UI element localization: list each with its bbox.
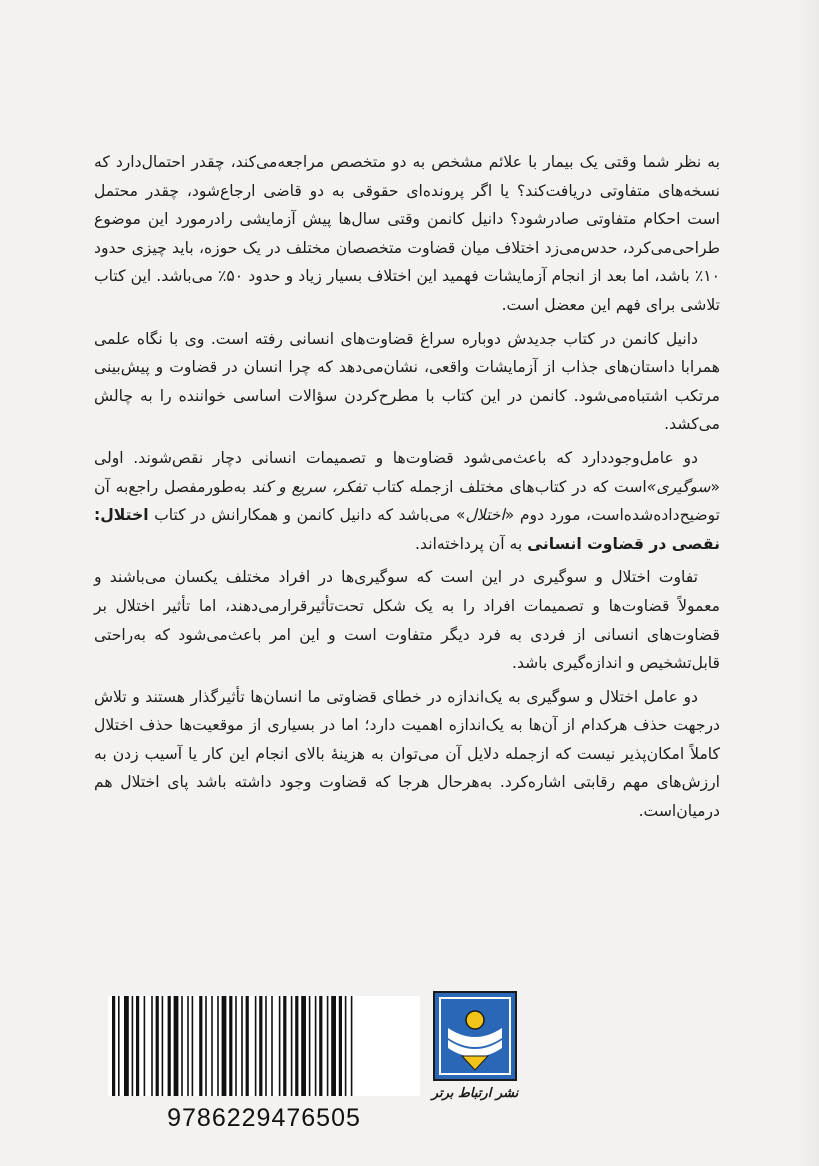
barcode-bar: [235, 996, 237, 1096]
paragraph-1: به نظر شما وقتی یک بیمار با علائم مشخص به دو متخصص مراجعه‌می‌کند، چقدر احتمال‌دارد که نسخه‌های متفاوتی دریافت‌کند؟ یا اگر پرونده‌ای حقوقی به دو قاضی ارجاع‌شود، چقدر محتمل است احکام متفاوتی صادرشود؟ دانیل کانمن وقتی سال‌ها پیش آزمایشی رادرمورد این موضوع طراحی‌می‌کرد، حدس‌می‌زد اختلاف میان قضاوت متخصصان مختلف در یک حوزه، باید چیزی حدود ۱۰٪ باشد، اما بعد از انجام آزمایشات فهمید این اختلاف بسیار زیاد و حدود ۵۰٪ می‌باشد. این کتاب تلاشی برای فهم این معضل است.: [94, 153, 720, 314]
barcode-bar: [229, 996, 232, 1096]
barcode-bar: [255, 996, 257, 1096]
barcode-bar: [246, 996, 249, 1096]
barcode-bar: [331, 996, 336, 1096]
barcode-bar: [124, 996, 129, 1096]
term-bias: سوگیری»: [646, 477, 711, 496]
barcode-bar: [136, 996, 139, 1096]
barcode-bar: [144, 996, 146, 1096]
barcode-bar: [319, 996, 322, 1096]
paragraph-4: تفاوت اختلال و سوگیری در این است که سوگیری‌ها در افراد مختلف یکسان می‌باشند و معمولاً قضاوت‌ها و تصمیمات افراد را به یک شکل تحت‌تأثیرقرارمی‌دهند، اما تأثیر اختلال بر قضاوت‌های انسانی از فردی به فرد دیگر متفاوت است و این امر باعث‌می‌شود که به‌راحتی قابل‌تشخیص و اندازه‌گیری باشد.: [94, 568, 720, 673]
barcode-bar: [301, 996, 306, 1096]
barcode-bar: [271, 996, 273, 1096]
publisher-name: نشر ارتباط برتر: [431, 1086, 519, 1101]
barcode-bar: [295, 996, 298, 1096]
barcode-bar: [181, 996, 183, 1096]
barcode-bar: [162, 996, 164, 1096]
paragraph-2: دانیل کانمن در کتاب جدیدش دوباره سراغ قضاوت‌های انسانی رفته است. وی با نگاه علمی همرابا داستان‌های جذاب از آزمایشات واقعی، نشان‌می‌دهد که چرا انسان در قضاوت و پیش‌بینی مرتکب اشتباه‌می‌شود. کانمن در این کتاب با مطرح‌کردن سؤالات اساسی خواننده را به چالش می‌کشد.: [94, 329, 720, 434]
barcode-bar: [132, 996, 134, 1096]
isbn-number: 9786229476505: [167, 1104, 361, 1132]
barcode-bar: [309, 996, 311, 1096]
barcode-bar: [199, 996, 202, 1096]
page-edge: [797, 0, 819, 1166]
barcode-bar: [192, 996, 194, 1096]
barcode-bar: [174, 996, 179, 1096]
back-cover-text: [94, 148, 720, 831]
barcode-bar: [279, 996, 281, 1096]
barcode-bar: [291, 996, 293, 1096]
paragraph-3-part-a: دو عامل‌وجوددارد که باعث‌می‌شود قضاوت‌ها و تصمیمات انسانی دچار نقص‌شوند. اولی «: [94, 448, 720, 496]
paragraph-3: [94, 444, 720, 558]
barcode-bar: [156, 996, 159, 1096]
barcode-bar: [112, 996, 115, 1096]
barcode-bar: [211, 996, 213, 1096]
barcode-bar: [187, 996, 189, 1096]
barcode-bar: [222, 996, 227, 1096]
barcode-bar: [265, 996, 267, 1096]
barcode-bar: [345, 996, 347, 1096]
paragraph-3-part-g: » می‌باشد که دانیل کانمن و همکارانش در کتاب: [148, 506, 466, 525]
barcode-bar: [327, 996, 329, 1096]
barcode-bar: [259, 996, 262, 1096]
barcode-bar: [351, 996, 353, 1096]
barcode-bar: [241, 996, 243, 1096]
paragraph-3-part-e: به‌طورمفصل راجع‌به آن توضیح‌داده‌شده‌است، مورد دوم «: [94, 477, 720, 525]
barcode-icon: [108, 996, 420, 1096]
book-title-noise: اختلال: نقصی در قضاوت انسانی: [94, 506, 720, 553]
barcode-bar: [151, 996, 153, 1096]
book-title-thinking: تفکر، سریع و کند: [252, 477, 367, 496]
barcode-bar: [283, 996, 286, 1096]
paragraph-3-part-i: به آن پرداخته‌اند.: [415, 534, 528, 553]
barcode-bar: [217, 996, 219, 1096]
barcode-bar: [118, 996, 120, 1096]
barcode-bar: [339, 996, 342, 1096]
barcode-bar: [315, 996, 317, 1096]
term-noise: اختلال: [465, 506, 505, 525]
barcode-bar: [168, 996, 171, 1096]
barcode-bar: [205, 996, 207, 1096]
paragraph-3-part-c: است که در کتاب‌های مختلف ازجمله کتاب: [366, 477, 647, 496]
paragraph-5: دو عامل اختلال و سوگیری به یک‌اندازه در خطای قضاوتی ما انسان‌ها تأثیرگذار هستند و تلاش درجهت حذف هرکدام از آن‌ها به یک‌اندازه اهمیت دارد؛ اما در بسیاری از موقعیت‌ها حذف اختلال کاملاً امکان‌پذیر نیست که ازجمله دلایل آن می‌توان به هزینهٔ بالای انجام این کار یا آسیب زدن به ارزش‌های مهم رقابتی اشاره‌کرد. به‌هرحال هرجا که قضاوت وجود داشته باشد پای اختلال هم درمیان‌است.: [94, 687, 720, 821]
